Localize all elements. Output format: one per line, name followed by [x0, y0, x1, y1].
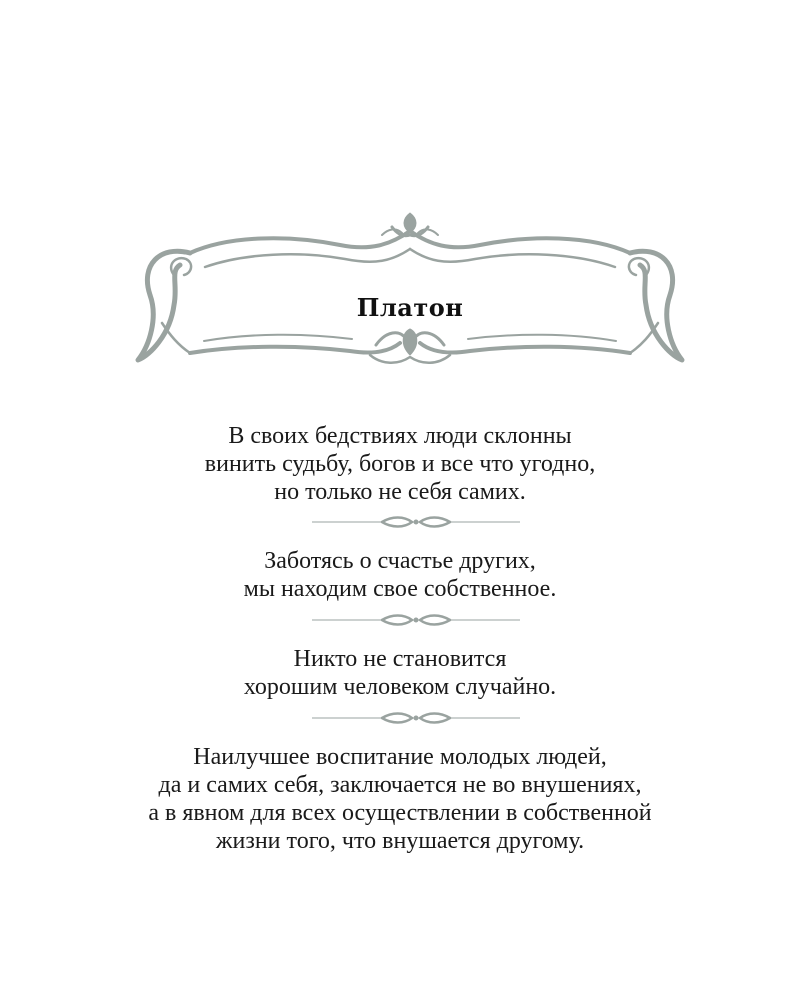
flourish-divider-icon: [312, 514, 520, 530]
quote-line: В своих бедствиях люди склонны: [228, 423, 572, 449]
quote-line: Никто не становится: [293, 646, 507, 672]
flourish-divider-icon: [312, 612, 520, 628]
divider-2: [312, 612, 520, 628]
ornamental-title-frame: [130, 205, 690, 380]
quote-4: [60, 743, 740, 855]
quote-2: [60, 547, 740, 603]
quote-line: Наилучшее воспитание молодых людей,: [193, 744, 607, 770]
page-title: Платон: [356, 293, 464, 322]
quote-line: да и самих себя, заключается не во внушениях,: [158, 772, 642, 798]
flourish-divider-icon: [312, 710, 520, 726]
quote-line: но только не себя самих.: [274, 479, 526, 505]
divider-1: [312, 514, 520, 530]
quote-1: [60, 422, 740, 506]
quote-line: жизни того, что внушается другому.: [215, 828, 585, 854]
quote-3: [60, 645, 740, 701]
quote-line: мы находим свое собственное.: [243, 576, 557, 602]
quote-line: а в явном для всех осуществлении в собственной: [148, 800, 652, 826]
divider-3: [312, 710, 520, 726]
quote-line: Заботясь о счастье других,: [264, 548, 536, 574]
quote-line: хорошим человеком случайно.: [243, 674, 557, 700]
quote-line: винить судьбу, богов и все что угодно,: [204, 451, 596, 477]
